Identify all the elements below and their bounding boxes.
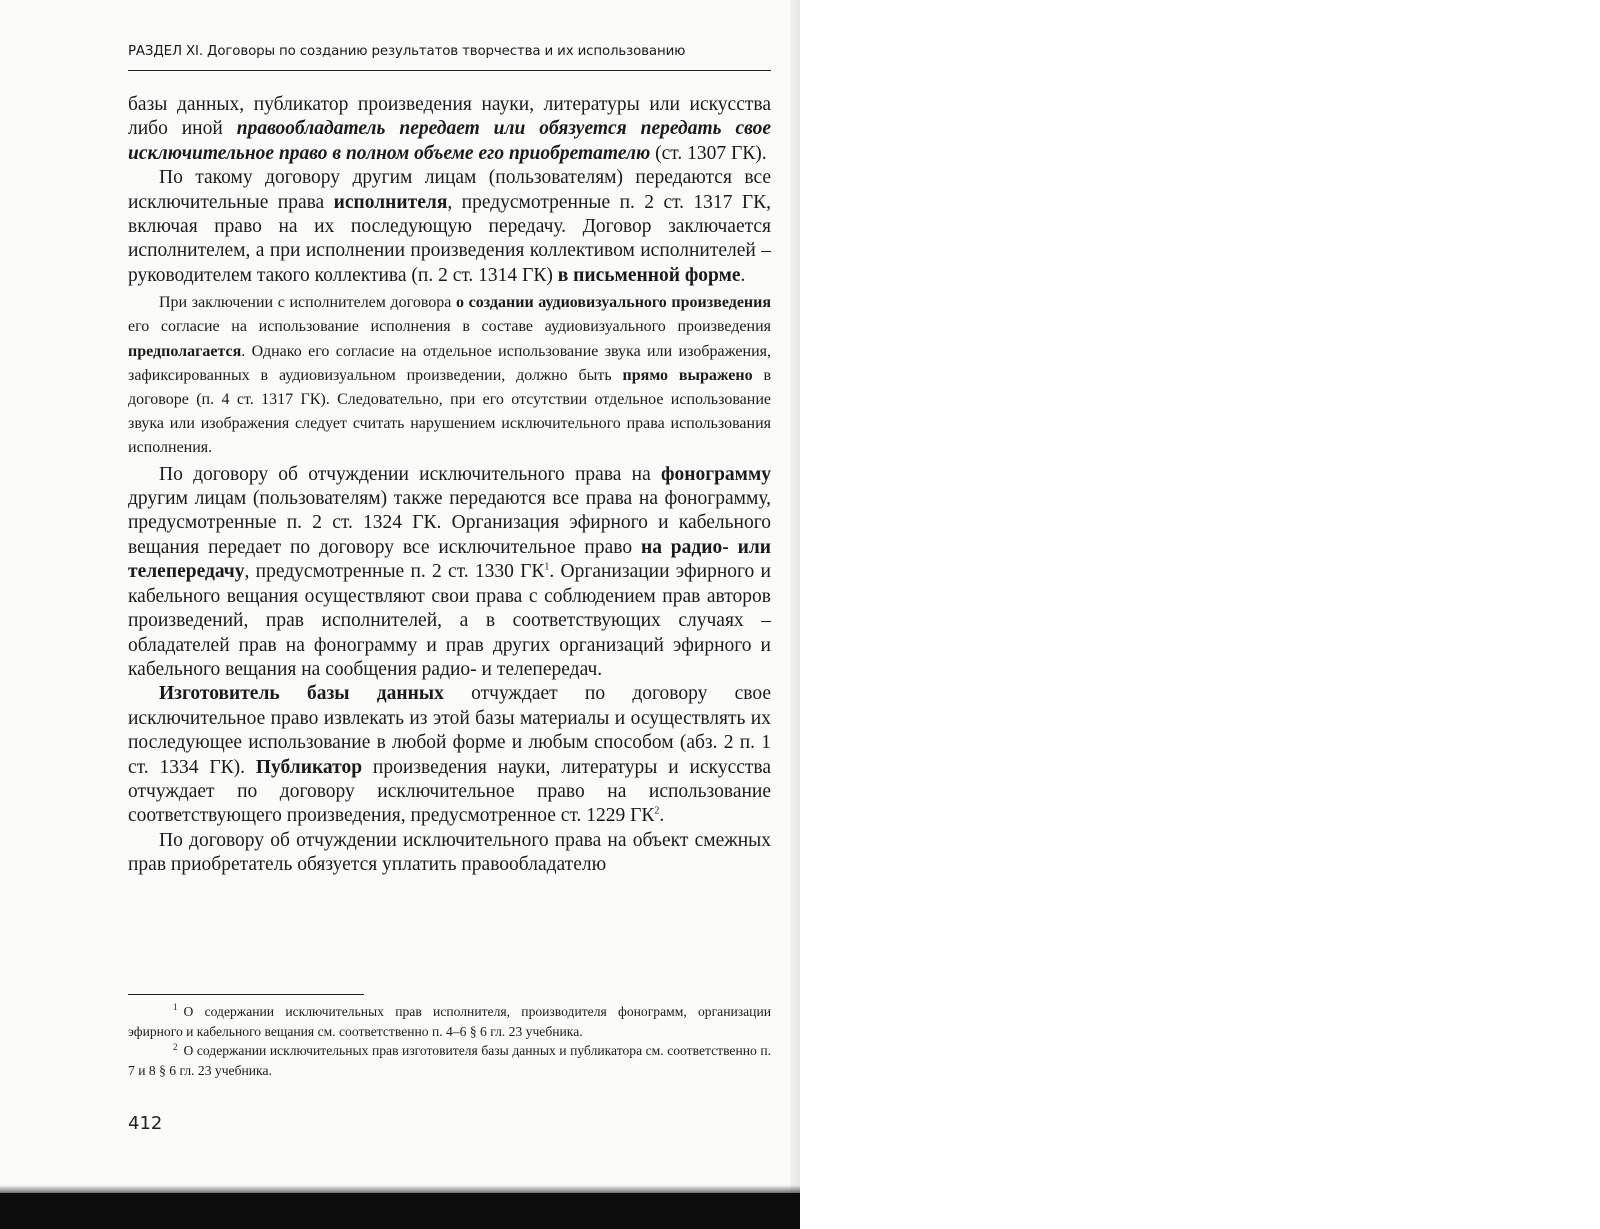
emphasis-bold: Публикатор	[255, 756, 363, 778]
paragraph-5	[128, 682, 771, 828]
text-run: При заключении с исполнителем договора	[159, 294, 457, 312]
text-run: .	[659, 805, 665, 827]
main-text	[128, 93, 771, 878]
emphasis-bold: Изготовитель базы данных	[159, 683, 444, 705]
text-run: По договору об отчуждении исключительного права на	[159, 463, 661, 485]
running-head: РАЗДЕЛ XI. Договоры по созданию результатов творчества и их использованию	[128, 44, 686, 59]
text-run: , предусмотренные п. 2 ст. 1330 ГК	[244, 561, 545, 583]
footnote-2	[128, 1041, 771, 1080]
emphasis-bold: прямо выражено	[622, 366, 753, 384]
text-run: его согласие на использование исполнения в составе аудиовизуального произведения	[128, 318, 771, 336]
footnote-rule	[128, 994, 364, 995]
text-run: По такому договору другим лицам (пользователям) передаются все исключительные права	[128, 167, 771, 213]
emphasis-bold: предполагается	[128, 342, 242, 360]
text-run: По договору об отчуждении исключительного права на объект смежных прав приобретатель обязуется уплатить правообладателю	[128, 829, 771, 876]
text-run: базы данных, публикатор произведения науки, литературы или искусства либо иной	[128, 94, 771, 140]
text-run: . Однако его согласие на отдельное использование звука или изображения, зафиксированных в аудиовизуальном произведении, должно быть	[128, 342, 771, 384]
footnote-ref: 1	[544, 561, 550, 573]
text-run: другим лицам (пользователям) также передаются все права на фонограмму, предусмотренные п. 2 ст. 1324 ГК. Организация эфирного и кабельного вещания передает по договору все исключительное право	[128, 488, 771, 558]
page-binding-edge	[790, 0, 800, 1193]
emphasis-bold: исполнителя	[333, 191, 448, 213]
emphasis-bold-italic: правообладатель передает или обязуется передать свое исключительное право в полном объеме его приобретателю	[128, 118, 771, 164]
footnote-mark: 1	[173, 1002, 178, 1013]
footnote-1	[128, 1002, 771, 1041]
page-number: 412	[128, 1113, 163, 1134]
footnote-text: О содержании исключительных прав исполнителя, производителя фонограмм, организации эфирного и кабельного вещания см. соответственно п. 4–6 § 6 гл. 23 учебника.	[128, 1004, 771, 1039]
paragraph-4	[128, 463, 771, 683]
text-run: . Организации эфирного и кабельного вещания осуществляют свои права с соблюдением прав авторов произведений, прав исполнителей, а в соответствующих случаях – обладателей прав на фонограмму и прав других организаций эфирного и кабельного вещания на сообщения радио- и телепередач.	[128, 561, 771, 680]
footnote-mark: 2	[173, 1041, 178, 1052]
text-run: в договоре (п. 4 ст. 1317 ГК). Следовательно, при его отсутствии отдельное использование звука или изображения следует считать нарушением исключительного права использования исполнения.	[128, 366, 771, 457]
footnote-text: О содержании исключительных прав изготовителя базы данных и публикатора см. соответственно п. 7 и 8 § 6 гл. 23 учебника.	[128, 1043, 771, 1078]
footnotes	[128, 1002, 771, 1080]
paragraph-6	[128, 829, 771, 878]
text-run: , предусмотренные п. 2 ст. 1317 ГК, включая право на их последующую передачу. Договор заключается исполнителем, а при исполнении произведения коллективом исполнителей – руководителем такого коллектива (п. 2 ст. 1314 ГК)	[128, 191, 771, 286]
text-run: .	[740, 264, 746, 286]
emphasis-bold: на радио- или телепередачу	[128, 536, 771, 583]
emphasis-bold: о создании аудиовизуального произведения	[456, 294, 772, 312]
paragraph-3	[128, 291, 771, 460]
footnote-ref: 2	[654, 805, 660, 817]
text-run: произведения науки, литературы и искусства отчуждает по договору исключительное право на использование соответствующего произведения, предусмотренное ст. 1229 ГК	[128, 756, 772, 827]
paragraph-2	[128, 166, 771, 288]
text-run: (ст. 1307 ГК).	[650, 142, 767, 164]
header-rule	[128, 70, 771, 71]
emphasis-bold: в письменной форме	[557, 264, 741, 286]
text-run: отчуждает по договору свое исключительное право извлекать из этой базы материалы и осуществлять их последующее использование в любой форме и любым способом (абз. 2 п. 1 ст. 1334 ГК).	[128, 683, 772, 778]
scan-shadow-band	[0, 1193, 800, 1229]
emphasis-bold: фонограмму	[661, 463, 771, 485]
paragraph-1	[128, 93, 771, 166]
